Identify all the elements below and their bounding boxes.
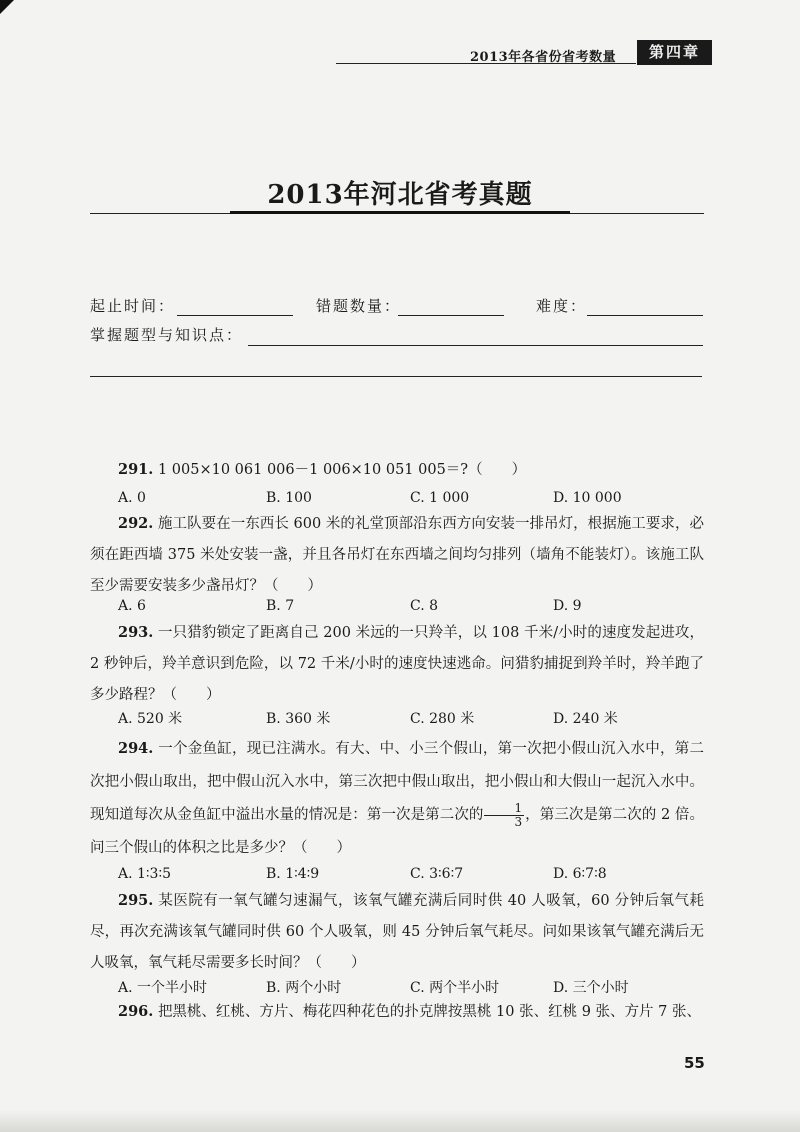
question-text: 1 005×10 061 006－1 006×10 051 005＝?（ ） bbox=[157, 462, 527, 478]
page-edge-shadow bbox=[0, 1110, 800, 1132]
option-c: C. 280 米 bbox=[410, 711, 475, 727]
running-title: 2013年各省份省考数量 bbox=[470, 50, 617, 65]
notes-line[interactable] bbox=[90, 376, 702, 377]
question-text: 施工队要在一东西长 600 米的礼堂顶部沿东西方向安装一排吊灯，根据施工要求，必须在距西墙 375 米处安装一盏，并且各吊灯在东西墙之间均匀排列（墙角不能装灯）。该施工队至少需要安装多少盏吊灯？（ ） bbox=[90, 516, 704, 594]
option-d: D. 10 000 bbox=[553, 490, 622, 506]
chapter-tab: 第四章 bbox=[637, 40, 712, 65]
difficulty-label: 难度： bbox=[536, 297, 588, 315]
question-number: 292. bbox=[118, 515, 154, 532]
option-a: A. 1∶3∶5 bbox=[118, 866, 172, 882]
option-c: C. 3∶6∶7 bbox=[410, 866, 464, 882]
knowledge-label: 掌握题型与知识点： bbox=[90, 326, 244, 344]
question-number: 291. bbox=[118, 461, 154, 478]
question-293 bbox=[90, 617, 704, 711]
difficulty-field[interactable] bbox=[587, 314, 703, 316]
question-number: 294. bbox=[118, 740, 154, 757]
page-number: 55 bbox=[684, 1054, 705, 1072]
question-text: 把黑桃、红桃、方片、梅花四种花色的扑克牌按黑桃 10 张、红桃 9 张、方片 7 张、 bbox=[157, 1004, 701, 1020]
question-text: 某医院有一氧气罐匀速漏气，该氧气罐充满后同时供 40 人吸氧，60 分钟后氧气耗尽，再次充满该氧气罐同时供 60 个人吸氧，则 45 分钟后氧气耗尽。问如果该氧气罐充满后无人吸氧，氧气耗尽需要多长时间？（ ） bbox=[90, 893, 704, 971]
knowledge-field[interactable] bbox=[248, 344, 703, 346]
question-text-continued: ，第三次是第二次的 2 倍。问三个假山的体积之比是多少？（ ） bbox=[90, 807, 704, 856]
question-296 bbox=[90, 996, 704, 1028]
page-title: 2013年河北省考真题 bbox=[267, 180, 533, 210]
question-294 bbox=[90, 732, 704, 865]
option-a: A. 6 bbox=[118, 598, 146, 614]
options-293 bbox=[118, 708, 718, 732]
wrong-count-label: 错题数量： bbox=[316, 297, 402, 315]
question-number: 295. bbox=[118, 892, 154, 909]
fraction-numerator: 1 bbox=[484, 802, 524, 816]
question-text: 一只猎豹锁定了距离自己 200 米远的一只羚羊，以 108 千米/小时的速度发起进攻，2 秒钟后，羚羊意识到危险，以 72 千米/小时的速度快速逃命。问猎豹捕捉到羚羊时，羚羊跑了多少路程？（ ） bbox=[90, 625, 705, 703]
question-292 bbox=[90, 508, 704, 602]
option-b: B. 7 bbox=[266, 598, 295, 614]
option-c: C. 8 bbox=[410, 598, 439, 614]
question-text: 一个金鱼缸，现已注满水。有大、中、小三个假山，第一次把小假山沉入水中，第二次把小假山取出，把中假山沉入水中，第三次把中假山取出，把小假山和大假山一起沉入水中。现知道每次从金鱼缸中溢出水量的情况是：第一次是第二次的 bbox=[90, 741, 705, 823]
option-c: C. 两个半小时 bbox=[410, 980, 500, 996]
option-a: A. 520 米 bbox=[118, 711, 183, 727]
question-number: 293. bbox=[118, 624, 154, 641]
option-b: B. 1∶4∶9 bbox=[266, 866, 320, 882]
option-d: D. 6∶7∶8 bbox=[553, 866, 607, 882]
title-rule-bold bbox=[230, 211, 570, 214]
fraction-denominator: 3 bbox=[514, 814, 523, 829]
option-c: C. 1 000 bbox=[410, 490, 470, 506]
option-d: D. 240 米 bbox=[553, 711, 618, 727]
option-a: A. 一个半小时 bbox=[118, 980, 208, 996]
option-a: A. 0 bbox=[118, 490, 146, 506]
question-number: 296. bbox=[118, 1003, 154, 1020]
option-b: B. 100 bbox=[266, 490, 312, 506]
question-291 bbox=[90, 454, 704, 486]
wrong-count-field[interactable] bbox=[398, 314, 504, 316]
option-d: D. 三个小时 bbox=[553, 980, 629, 996]
option-b: B. 360 米 bbox=[266, 711, 331, 727]
start-time-field[interactable] bbox=[177, 314, 293, 316]
fraction-one-third bbox=[484, 802, 524, 829]
option-d: D. 9 bbox=[553, 598, 582, 614]
scan-corner-mark bbox=[0, 0, 14, 14]
option-b: B. 两个小时 bbox=[266, 980, 342, 996]
question-295 bbox=[90, 885, 704, 979]
start-time-label: 起止时间： bbox=[90, 297, 176, 315]
